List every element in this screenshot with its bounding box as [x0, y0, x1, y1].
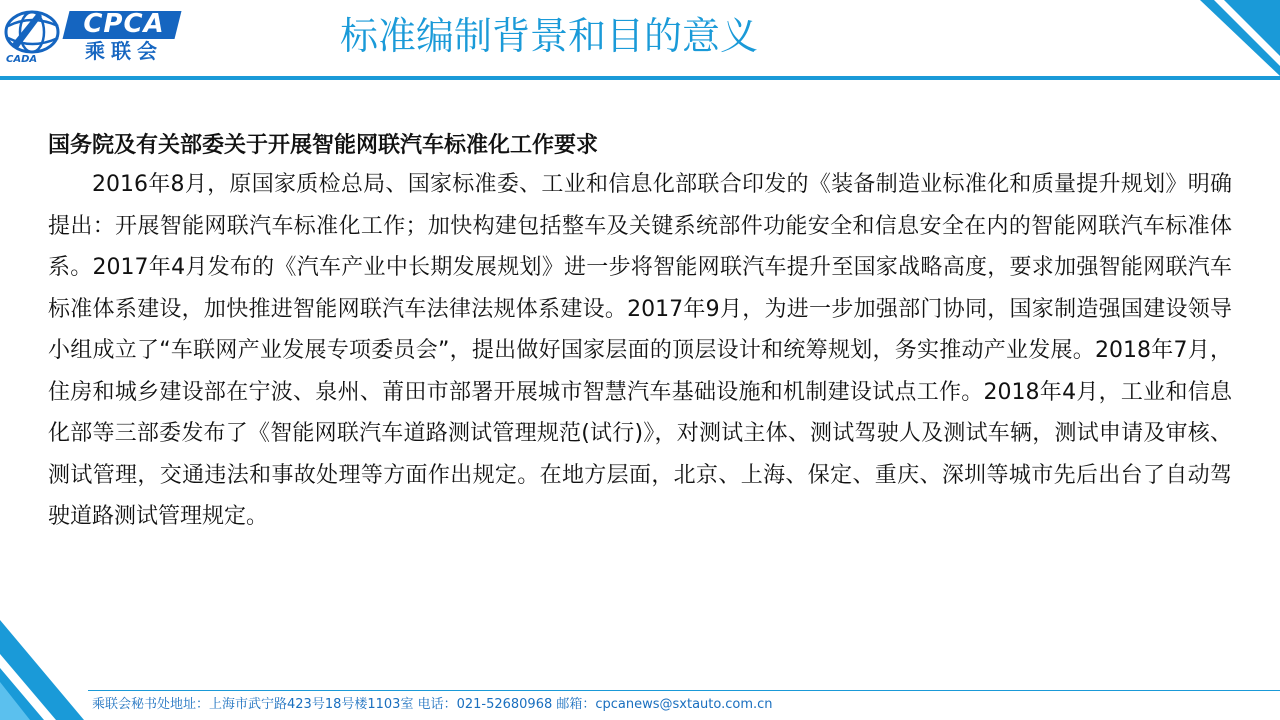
corner-decoration-bottom-left	[0, 620, 84, 720]
logo-brand-en: CPCA	[83, 9, 165, 39]
header-divider	[0, 76, 1280, 80]
logo-brand-cn: 乘联会	[85, 39, 163, 63]
cpca-logo	[2, 4, 178, 64]
body-paragraph: 2016年8月，原国家质检总局、国家标准委、工业和信息化部联合印发的《装备制造业标准化和质量提升规划》明确提出：开展智能网联汽车标准化工作；加快构建包括整车及关键系统部件功能安全和信息安全在内的智能网联汽车标准体系。2017年4月发布的《汽车产业中长期发展规划》进一步将智能网联汽车提升至国家战略高度，要求加强智能网联汽车标准体系建设，加快推进智能网联汽车法律法规体系建设。2017年9月，为进一步加强部门协同，国家制造强国建设领导小组成立了“车联网产业发展专项委员会”，提出做好国家层面的顶层设计和统筹规划，务实推动产业发展。2018年7月，住房和城乡建设部在宁波、泉州、莆田市部署开展城市智慧汽车基础设施和机制建设试点工作。2018年4月，工业和信息化部等三部委发布了《智能网联汽车道路测试管理规范(试行)》，对测试主体、测试驾驶人及测试车辆，测试申请及审核、测试管理，交通违法和事故处理等方面作出规定。在地方层面，北京、上海、保定、重庆、深圳等城市先后出台了自动驾驶道路测试管理规定。	[48, 172, 1232, 529]
logo-mark-text: CADA	[6, 54, 38, 64]
section-heading: 国务院及有关部委关于开展智能网联汽车标准化工作要求	[48, 133, 599, 158]
globe-logo-icon	[2, 4, 64, 64]
page-title: 标准编制背景和目的意义	[340, 14, 759, 58]
main-content	[48, 128, 1232, 538]
corner-decoration-top-right	[1200, 0, 1280, 76]
footer-divider	[88, 690, 1280, 691]
footer-contact-info: 乘联会秘书处地址：上海市武宁路423号18号楼1103室 电话：021-52680968 邮箱：cpcanews@sxtauto.com.cn	[92, 697, 773, 712]
